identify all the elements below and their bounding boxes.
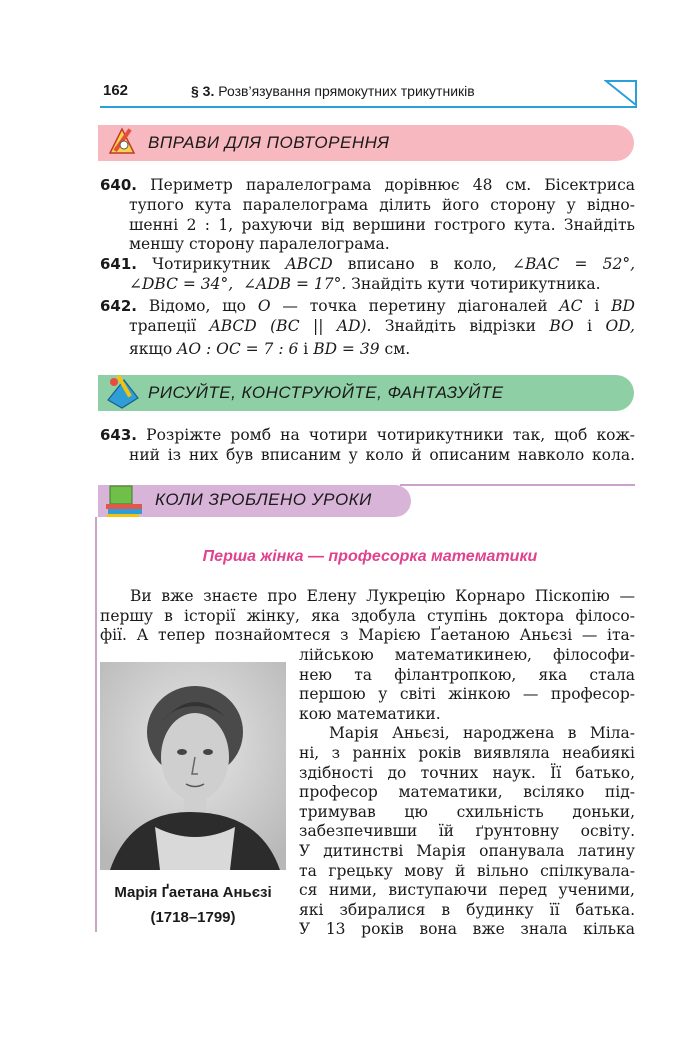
side-line-15: У 13 років вона вже знала кілька [299, 920, 635, 939]
exercise-642-parallel: (BC || AD). [270, 317, 372, 335]
exercise-643-continuation [129, 446, 635, 466]
exercise-642-figure: ABCD [209, 317, 257, 335]
side-line-9: тримував цю схильність доньки, [299, 802, 635, 821]
exercise-642-text-a: Відомо, що [148, 297, 246, 315]
exercise-641-figure: ABCD [285, 255, 333, 273]
section-title [191, 83, 475, 99]
portrait-caption-years: (1718–1799) [150, 909, 236, 926]
page-number: 162 [103, 82, 129, 99]
exercise-642-diag-bd: BD [611, 297, 635, 315]
create-banner-title: РИСУЙТЕ, КОНСТРУЮЙТЕ, ФАНТАЗУЙТЕ [148, 383, 504, 402]
exercise-641-continuation [129, 275, 635, 295]
exercise-641-number: 641. [100, 255, 138, 273]
after-lessons-top-rule [400, 484, 635, 486]
exercise-642-unit: см. [384, 339, 411, 358]
exercise-641-angle-adb: ∠ADB = 17°. [243, 275, 347, 293]
side-line-14: які збиралися в будинку її батька. [299, 900, 635, 919]
side-line-12: та грецьку мову й вільно спілкувала- [299, 861, 635, 880]
side-line-5: Марія Аньєзі, народжена в Мілa- [329, 724, 635, 743]
article-side-text [299, 646, 635, 940]
review-icon [104, 123, 142, 161]
article-intro-line-3: фії. А тепер познайомтеся з Марією Ґаетаною Аньєзі — іта- [100, 626, 635, 645]
exercise-642-and-3: і [303, 339, 309, 358]
exercise-640-line-4: меншу сторону паралелограма. [129, 235, 390, 254]
exercise-643 [100, 426, 635, 446]
exercise-640-line-2: тупого кута паралелограма ділить його сторону у відно- [129, 196, 635, 214]
exercise-641-text-c: вписано в коло, [347, 255, 497, 273]
exercise-640-continuation [129, 196, 635, 255]
side-line-7: здібності до точних наук. Її батько, [299, 763, 635, 782]
side-line-6: ні, з ранніх років виявляла неабиякі [299, 743, 635, 762]
exercise-642-find: Знайдіть відрізки [384, 317, 536, 335]
exercise-641-task: Знайдіть кути чотирикутника. [351, 275, 601, 293]
exercise-642 [100, 297, 635, 317]
exercise-642-and-1: і [594, 297, 600, 315]
article-intro-line-2: першу в історії жінку, яка здобула ступінь доктора філосо- [100, 606, 635, 625]
after-lessons-title: КОЛИ ЗРОБЛЕНО УРОКИ [155, 490, 372, 509]
books-icon [104, 482, 146, 518]
exercise-640-number: 640. [100, 176, 138, 194]
exercise-642-seg-bo: BO [549, 317, 574, 335]
header-rule [100, 106, 637, 108]
exercise-641 [100, 255, 635, 275]
exercise-642-trapezoid-word: трапеції [129, 317, 197, 335]
side-line-3: першою у світі жінкою — професор- [299, 685, 635, 704]
exercise-642-seg-od: OD, [605, 317, 635, 335]
exercise-641-angle-dbc: ∠DBC = 34°, [129, 275, 234, 293]
section-title-text: Розв’язування прямокутних трикутників [218, 83, 475, 99]
article-intro [100, 587, 635, 646]
section-mark: § 3. [191, 83, 215, 99]
article-intro-line-1: Ви вже знаєте про Елену Лукрецію Корнаро Піскопію — [130, 587, 635, 605]
exercise-642-number: 642. [100, 297, 138, 315]
article-title: Перша жінка — професорка математики [202, 548, 538, 565]
exercise-642-text-c: — точка перетину діагоналей [282, 297, 548, 315]
create-icon [104, 372, 142, 412]
side-line-11: У дитинстві Марія опанувала латину [299, 841, 635, 860]
review-banner-title: ВПРАВИ ДЛЯ ПОВТОРЕННЯ [148, 133, 390, 152]
exercise-642-bd-length: BD = 39 [313, 339, 380, 358]
portrait-caption-name: Марія Ґаетана Аньєзі [114, 884, 272, 901]
exercise-641-angle-bac: ∠BAC = 52°, [511, 255, 635, 273]
exercise-641-text-a: Чотирикутник [152, 255, 271, 273]
exercise-643-number: 643. [100, 426, 138, 444]
exercise-642-if: якщо [129, 339, 173, 358]
side-line-10: забезпечивши їй ґрунтовну освіту. [299, 822, 635, 841]
side-line-1: лійською математикинею, філософи- [299, 646, 635, 664]
corner-triangle-icon [604, 79, 638, 107]
exercise-640 [100, 176, 635, 196]
exercise-640-line-1: Периметр паралелограма дорівнює 48 см. Бісектриса [150, 176, 635, 194]
exercise-640-line-3: шенні 2 : 1, рахуючи від вершини гострого кута. Знайдіть [129, 215, 635, 234]
exercise-642-and-2: і [587, 317, 593, 335]
exercise-643-line-2: ний із них був вписаним у коло й описаним навколо кола. [129, 446, 635, 464]
exercise-642-point-o: O [257, 297, 271, 315]
side-line-2: нею та філантропкою, яка стала [299, 665, 635, 684]
exercise-642-diag-ac: AC [559, 297, 583, 315]
exercise-642-ratio: AO : OC = 7 : 6 [177, 339, 299, 358]
side-line-13: ся ними, виступаючи перед ученими, [299, 881, 635, 900]
portrait-drawing [100, 662, 286, 870]
after-lessons-side-rule [95, 517, 97, 932]
exercise-642-continuation [129, 317, 635, 359]
side-line-8: професор математики, всіляко під- [299, 783, 635, 802]
side-line-4: кою математики. [299, 704, 441, 723]
portrait-image [100, 662, 286, 870]
exercise-643-line-1: Розріжте ромб на чотири чотирикутники так, щоб кож- [146, 426, 635, 444]
